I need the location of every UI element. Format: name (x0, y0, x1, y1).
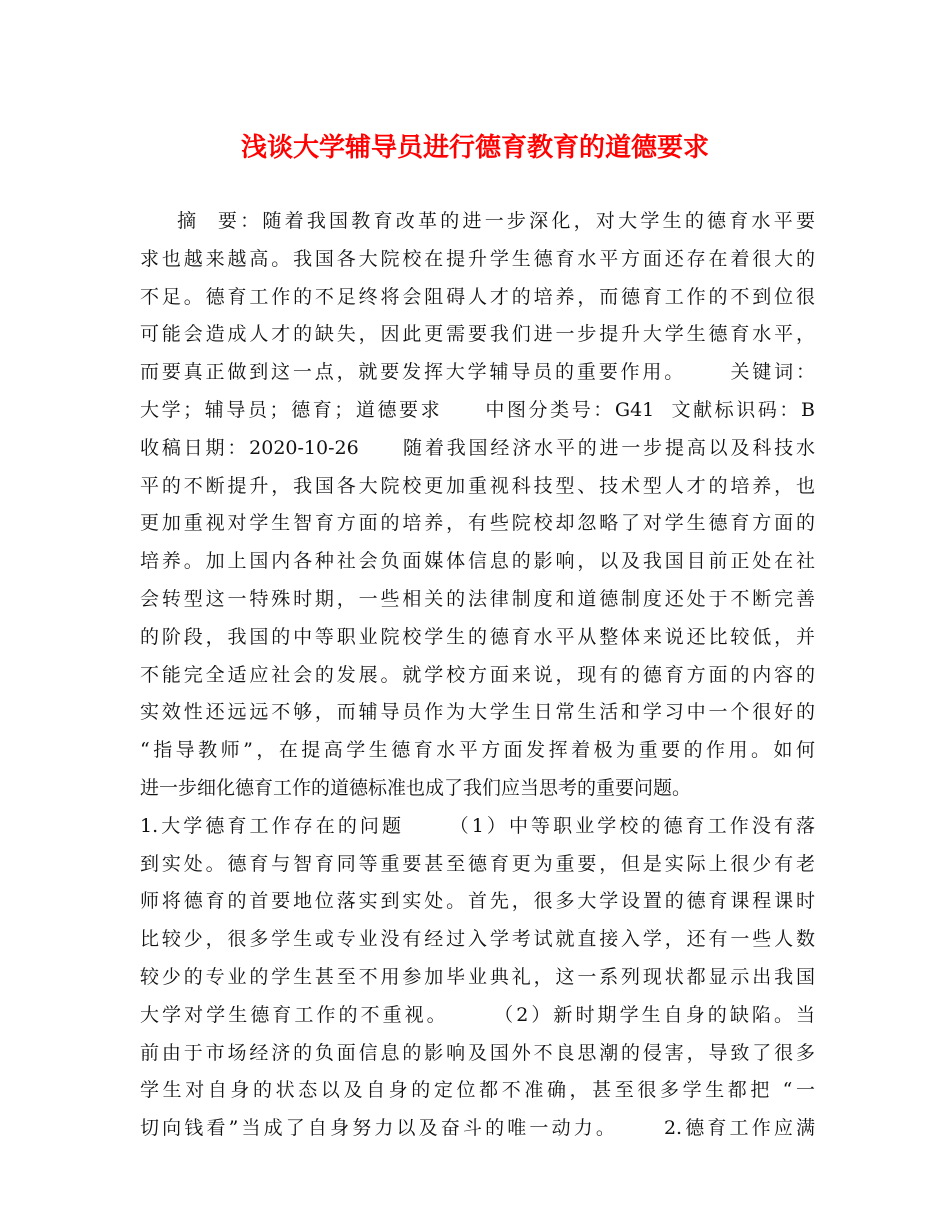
body-line: 实效性还远远不够，而辅导员作为大学生日常生活和学习中一个很好的 (140, 701, 815, 724)
body-line: “指导教师”，在提高学生德育水平方面发挥着极为重要的作用。如何 (140, 739, 815, 762)
body-line: 大学对学生德育工作的不重视。 （2）新时期学生自身的缺陷。当 (140, 1003, 815, 1026)
body-line: 更加重视对学生智育方面的培养，有些院校却忽略了对学生德育方面的 (140, 512, 815, 535)
body-line: 学生对自身的状态以及自身的定位都不准确，甚至很多学生都把 “一 (140, 1079, 815, 1102)
body-line: 可能会造成人才的缺失，因此更需要我们进一步提升大学生德育水平， (140, 323, 815, 346)
body-line: 收稿日期：2020-10-26 随着我国经济水平的进一步提高以及科技水 (140, 436, 815, 459)
body-line: 1.大学德育工作存在的问题 （1）中等职业学校的德育工作没有落 (140, 814, 815, 837)
body-line: 平的不断提升，我国各大院校更加重视科技型、技术型人才的培养，也 (140, 474, 815, 497)
body-line: 进一步细化德育工作的道德标准也成了我们应当思考的重要问题。 (140, 776, 692, 799)
body-line: 大学；辅导员；德育；道德要求 中图分类号：G41 文献标识码：B (140, 398, 815, 421)
body-line: 不能完全适应社会的发展。就学校方面来说，现有的德育方面的内容的 (140, 663, 815, 686)
document-body (140, 203, 815, 1148)
body-line: 前由于市场经济的负面信息的影响及国外不良思潮的侵害，导致了很多 (140, 1041, 815, 1064)
body-line: 培养。加上国内各种社会负面媒体信息的影响，以及我国目前正处在社 (140, 550, 815, 573)
body-line: 较少的专业的学生甚至不用参加毕业典礼，这一系列现状都显示出我国 (140, 965, 815, 988)
document-title: 浅谈大学辅导员进行德育教育的道德要求 (240, 133, 709, 163)
body-line: 而要真正做到这一点，就要发挥大学辅导员的重要作用。 关键词： (140, 361, 815, 384)
body-line: 切向钱看”当成了自身努力以及奋斗的唯一动力。 2.德育工作应满 (140, 1117, 815, 1140)
body-line: 求也越来越高。我国各大院校在提升学生德育水平方面还存在着很大的 (140, 247, 815, 270)
body-line: 比较少，很多学生或专业没有经过入学考试就直接入学，还有一些人数 (140, 928, 815, 951)
body-line: 摘 要：随着我国教育改革的进一步深化，对大学生的德育水平要 (140, 210, 815, 232)
body-line: 师将德育的首要地位落实到实处。首先，很多大学设置的德育课程课时 (140, 890, 815, 913)
body-line: 会转型这一特殊时期，一些相关的法律制度和道德制度还处于不断完善 (140, 587, 815, 610)
body-line: 到实处。德育与智育同等重要甚至德育更为重要，但是实际上很少有老 (140, 852, 815, 875)
body-line: 的阶段，我国的中等职业院校学生的德育水平从整体来说还比较低，并 (140, 625, 815, 648)
body-line: 不足。德育工作的不足终将会阻碍人才的培养，而德育工作的不到位很 (140, 285, 815, 308)
